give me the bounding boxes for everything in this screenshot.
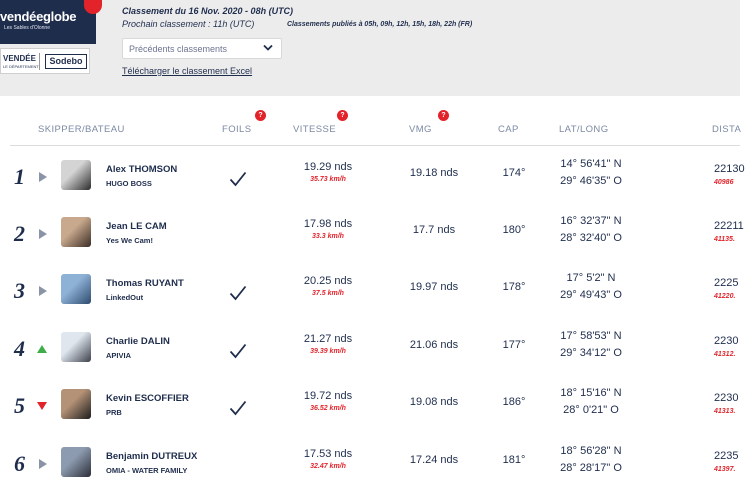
check-mark-path [231, 287, 246, 300]
latitude: 18° 56'28" N [560, 445, 622, 457]
ranking-row[interactable] [0, 212, 744, 270]
distance-value: 2230 [714, 392, 739, 404]
rank-number: 2 [14, 221, 25, 246]
trend-arrow-shape [37, 402, 47, 410]
vmg-value: 17.7 nds [412, 224, 456, 236]
longitude: 28° 32'40" O [560, 232, 622, 244]
heading-value: 178° [502, 281, 526, 293]
longitude: 29° 49'43" O [560, 289, 622, 301]
boat-name: HUGO BOSS [106, 179, 152, 188]
trend-arrow-shape [37, 345, 47, 353]
sponsor-vendee: VENDÉE [3, 54, 36, 63]
distance-value: 2230 [714, 335, 739, 347]
skipper-name[interactable]: Jean LE CAM [106, 221, 167, 232]
ranking-row[interactable] [0, 384, 740, 442]
check-mark-path [231, 402, 246, 415]
distance-km: 41397. [714, 466, 736, 473]
sponsor-logos [0, 48, 90, 74]
heading-value: 181° [502, 454, 526, 466]
trend-up-icon [36, 343, 48, 355]
distance-value: 22130 [714, 163, 745, 175]
heading-value: 180° [502, 224, 526, 236]
trend-arrow-shape [39, 286, 47, 296]
longitude: 28° 0'21" O [563, 404, 619, 416]
trend-arrow-shape [39, 459, 47, 469]
column-speed[interactable]: VITESSE [293, 124, 336, 135]
column-vmg[interactable]: VMG [409, 124, 432, 135]
sponsor-vendee-sub: LE DÉPARTEMENT [3, 64, 39, 69]
latitude: 14° 56'41" N [560, 158, 622, 170]
distance-value: 2225 [714, 277, 739, 289]
boat-name: APIVIA [106, 351, 132, 360]
skipper-name[interactable]: Benjamin DUTREUX [106, 451, 198, 462]
latitude: 18° 15'16" N [560, 387, 622, 399]
previous-rankings-label: Précédents classements [129, 44, 228, 54]
longitude: 29° 46'35" O [560, 175, 622, 187]
vmg-value: 21.06 nds [409, 339, 459, 351]
distance-km: 41312. [714, 351, 736, 358]
ranking-row[interactable] [0, 269, 740, 327]
ranking-date: Classement du 16 Nov. 2020 - 08h (UTC) [122, 6, 294, 16]
speed-knots: 17.98 nds [303, 218, 353, 230]
chevron-down-icon [263, 44, 273, 52]
foils-check-icon [229, 171, 247, 187]
distance-km: 40986 [714, 179, 734, 186]
rank-number: 1 [14, 164, 25, 189]
boat-name: OMIA - WATER FAMILY [106, 466, 188, 475]
foils-check-icon [229, 285, 247, 301]
skipper-avatar[interactable] [61, 389, 91, 419]
column-cap[interactable]: CAP [498, 124, 519, 135]
speed-kmh: 35.73 km/h [310, 176, 346, 183]
trend-down-icon [36, 400, 48, 412]
header-divider [10, 145, 740, 146]
speed-kmh: 32.47 km/h [310, 463, 346, 470]
boat-name: Yes We Cam! [106, 236, 153, 245]
rank-number: 6 [14, 451, 25, 476]
vmg-value: 19.18 nds [409, 167, 459, 179]
latitude: 17° 58'53" N [560, 330, 622, 342]
longitude: 29° 34'12" O [560, 347, 622, 359]
next-ranking: Prochain classement : 11h (UTC) [122, 19, 255, 29]
distance-km: 41220. [714, 293, 736, 300]
rank-number: 3 [14, 278, 25, 303]
sponsor-sodebo: Sodebo [45, 54, 87, 69]
previous-rankings-select[interactable] [122, 38, 282, 59]
vmg-value: 19.97 nds [409, 281, 459, 293]
skipper-avatar[interactable] [61, 217, 91, 247]
foils-check-icon [229, 343, 247, 359]
latitude: 17° 5'2" N [566, 272, 616, 284]
rank-number: 5 [14, 393, 25, 418]
speed-help-icon[interactable]: ? [337, 110, 348, 121]
distance-value: 22211 [714, 220, 744, 232]
speed-kmh: 39.39 km/h [310, 348, 346, 355]
logo-brand: vendéeglobe [0, 9, 77, 24]
speed-kmh: 33.3 km/h [312, 233, 344, 240]
speed-knots: 19.72 nds [303, 390, 353, 402]
boat-name: LinkedOut [106, 293, 144, 302]
skipper-name[interactable]: Charlie DALIN [106, 336, 170, 347]
header-bar [0, 0, 740, 96]
trend-arrow-shape [39, 229, 47, 239]
distance-km: 41135. [714, 236, 735, 243]
heading-value: 174° [502, 167, 526, 179]
speed-kmh: 36.52 km/h [310, 405, 346, 412]
trend-flat-icon [36, 228, 48, 240]
foils-help-icon[interactable]: ? [255, 110, 266, 121]
speed-knots: 17.53 nds [303, 448, 353, 460]
ranking-row[interactable] [0, 327, 740, 385]
skipper-name[interactable]: Thomas RUYANT [106, 278, 184, 289]
sponsor-divider [39, 53, 40, 70]
skipper-name[interactable]: Alex THOMSON [106, 164, 178, 175]
longitude: 28° 28'17" O [560, 462, 622, 474]
check-mark-path [231, 173, 246, 186]
speed-knots: 20.25 nds [303, 275, 353, 287]
distance-value: 2235 [714, 450, 739, 462]
boat-name: PRB [106, 408, 122, 417]
skipper-avatar[interactable] [61, 447, 91, 477]
vmg-help-icon[interactable]: ? [438, 110, 449, 121]
download-excel-link[interactable]: Télécharger le classement Excel [122, 66, 253, 76]
vendee-globe-logo[interactable] [0, 0, 96, 44]
trend-flat-icon [36, 285, 48, 297]
vmg-value: 19.08 nds [409, 396, 459, 408]
foils-check-icon [229, 400, 247, 416]
trend-arrow-shape [39, 172, 47, 182]
skipper-avatar[interactable] [61, 160, 91, 190]
logo-swirl-icon [84, 0, 102, 14]
rank-number: 4 [14, 336, 25, 361]
column-latlong[interactable]: LAT/LONG [559, 124, 609, 135]
column-foils[interactable]: FOILS [222, 124, 252, 135]
distance-km: 41313. [714, 408, 736, 415]
skipper-name[interactable]: Kevin ESCOFFIER [106, 393, 189, 404]
heading-value: 186° [502, 396, 526, 408]
heading-value: 177° [502, 339, 526, 351]
trend-flat-icon [36, 171, 48, 183]
skipper-avatar[interactable] [61, 332, 91, 362]
speed-knots: 19.29 nds [303, 161, 353, 173]
check-mark-path [231, 345, 246, 358]
vmg-value: 17.24 nds [409, 454, 459, 466]
ranking-row[interactable] [0, 442, 740, 500]
trend-flat-icon [36, 458, 48, 470]
speed-knots: 21.27 nds [303, 333, 353, 345]
column-distance[interactable]: DISTA [712, 124, 742, 135]
column-skipper[interactable]: SKIPPER/BATEAU [38, 124, 125, 135]
publication-schedule: Classements publiés à 05h, 09h, 12h, 15h, 18h, 22h (FR) [287, 21, 473, 28]
logo-subtitle: Les Sables d'Olonne [4, 25, 50, 31]
ranking-row[interactable] [0, 155, 745, 213]
speed-kmh: 37.5 km/h [312, 290, 344, 297]
latitude: 16° 32'37" N [560, 215, 622, 227]
skipper-avatar[interactable] [61, 274, 91, 304]
